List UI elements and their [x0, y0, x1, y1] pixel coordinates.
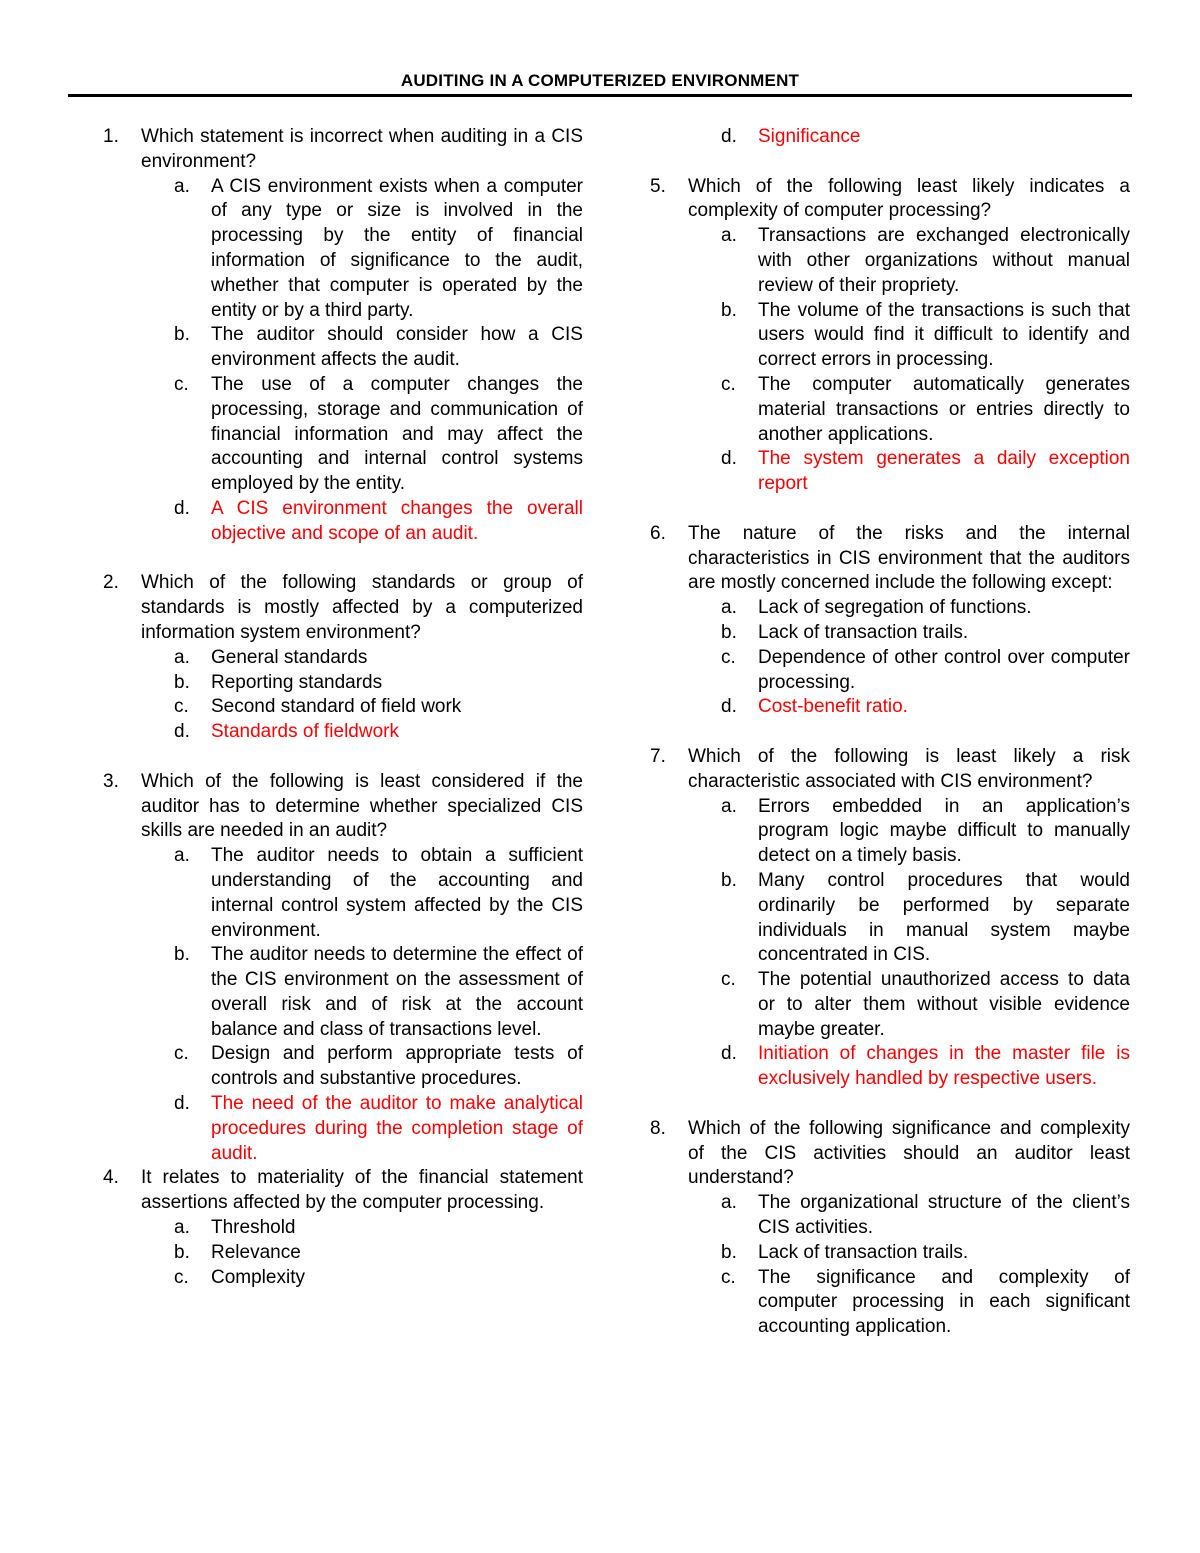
question-stem: It relates to materiality of the financial statement assertions affected by the computer processing.: [141, 1167, 583, 1214]
option-letter: c.: [721, 1266, 736, 1288]
question-4: [103, 1166, 583, 1290]
option-c: [141, 695, 583, 720]
option-c: [141, 1042, 583, 1092]
option-letter: a.: [721, 597, 737, 619]
option-letter: d.: [721, 126, 737, 147]
option-b: [141, 1241, 583, 1266]
page-title: AUDITING IN A COMPUTERIZED ENVIRONMENT: [400, 71, 800, 90]
option-letter: c.: [174, 1043, 189, 1065]
option-d-answer: [688, 447, 1130, 497]
option-text: General standards: [211, 646, 368, 668]
option-letter: c.: [174, 373, 189, 395]
option-text: Second standard of field work: [211, 696, 462, 718]
answer-text: The system generates a daily exception report: [758, 448, 1130, 495]
option-letter: d.: [721, 1043, 737, 1065]
option-letter: b.: [174, 324, 190, 346]
option-letter: a.: [174, 646, 190, 668]
option-letter: c.: [721, 373, 736, 395]
option-letter: b.: [174, 944, 190, 966]
question-7: [650, 745, 1130, 1092]
left-column: [103, 125, 583, 1290]
question-number: 8.: [650, 1117, 666, 1139]
option-text: Design and perform appropriate tests of controls and substantive procedures.: [211, 1043, 583, 1090]
option-d-answer: [688, 695, 1130, 720]
option-letter: a.: [721, 795, 737, 817]
option-c: [141, 1266, 583, 1291]
option-letter: a.: [174, 845, 190, 867]
question-stem: Which of the following least likely indicates a complexity of computer processing?: [688, 175, 1130, 222]
option-text: Errors embedded in an application’s program logic maybe difficult to manually detect on a timely basis.: [758, 795, 1130, 867]
question-stem: The nature of the risks and the internal characteristics in CIS environment that the auditors are mostly concerned include the following except:: [688, 522, 1130, 594]
option-text: Lack of segregation of functions.: [758, 597, 1032, 619]
option-letter: c.: [721, 969, 736, 991]
spacer: [650, 150, 1130, 175]
option-text: The organizational structure of the client’s CIS activities.: [758, 1192, 1130, 1239]
option-letter: a.: [174, 175, 190, 197]
option-letter: a.: [174, 1217, 190, 1239]
option-c: [688, 646, 1130, 696]
option-a: [141, 646, 583, 671]
option-text: Reporting standards: [211, 671, 383, 693]
option-text: The volume of the transactions is such that users would find it difficult to identify and correct errors in processing.: [758, 299, 1130, 371]
option-letter: c.: [174, 1266, 189, 1288]
spacer: [650, 1092, 1130, 1117]
option-b: [141, 943, 583, 1042]
option-text: The auditor should consider how a CIS environment affects the audit.: [211, 324, 583, 371]
answer-text: Cost-benefit ratio.: [758, 696, 908, 718]
question-5: [650, 175, 1130, 497]
option-a: [141, 175, 583, 324]
spacer: [650, 720, 1130, 745]
option-letter: d.: [174, 1093, 190, 1115]
question-stem: Which statement is incorrect when auditing in a CIS environment?: [141, 126, 583, 172]
option-d-answer: [688, 125, 1130, 150]
question-1: [103, 125, 583, 547]
spacer: [103, 745, 583, 770]
option-d-answer: [141, 497, 583, 547]
option-letter: c.: [721, 646, 736, 668]
spacer: [650, 497, 1130, 522]
answer-text: Significance: [758, 126, 861, 147]
option-letter: a.: [721, 225, 737, 247]
option-c: [141, 373, 583, 497]
question-6: [650, 522, 1130, 720]
question-number: 7.: [650, 745, 666, 767]
option-a: [688, 795, 1130, 869]
option-text: The computer automatically generates material transactions or entries directly to another applications.: [758, 373, 1130, 445]
option-letter: b.: [721, 1241, 737, 1263]
question-number: 4.: [103, 1167, 119, 1189]
option-text: The auditor needs to obtain a sufficient understanding of the accounting and internal control system affected by the CIS environment.: [211, 845, 583, 941]
option-text: Lack of transaction trails.: [758, 621, 969, 643]
option-a: [688, 1191, 1130, 1241]
option-text: Relevance: [211, 1241, 301, 1263]
option-letter: b.: [721, 621, 737, 643]
option-letter: b.: [174, 671, 190, 693]
option-b: [688, 299, 1130, 373]
question-8: [650, 1117, 1130, 1340]
option-letter: d.: [174, 497, 190, 519]
option-text: The use of a computer changes the processing, storage and communication of financial information and may affect the accounting and internal control systems employed by the entity.: [211, 373, 583, 495]
option-text: The significance and complexity of computer processing in each significant accounting application.: [758, 1266, 1130, 1338]
answer-text: Initiation of changes in the master file is exclusively handled by respective users.: [758, 1043, 1130, 1090]
option-text: A CIS environment exists when a computer of any type or size is involved in the processing by the entity of financial information of significance to the audit, whether that computer is operated by the entity or by a third party.: [211, 175, 583, 321]
option-text: Lack of transaction trails.: [758, 1241, 969, 1263]
option-text: Many control procedures that would ordinarily be performed by separate individuals in manual system maybe concentrated in CIS.: [758, 869, 1130, 966]
option-b: [688, 869, 1130, 968]
question-number: 5.: [650, 175, 666, 197]
answer-text: The need of the auditor to make analytical procedures during the completion stage of audit.: [211, 1093, 583, 1164]
option-letter: b.: [721, 299, 737, 321]
option-d-answer: [688, 1042, 1130, 1092]
option-b: [141, 671, 583, 696]
option-letter: b.: [174, 1241, 190, 1263]
option-letter: b.: [721, 869, 737, 891]
option-letter: c.: [174, 696, 189, 718]
option-d-answer: [141, 1092, 583, 1166]
option-letter: d.: [721, 696, 737, 718]
option-letter: d.: [174, 721, 190, 743]
option-c: [688, 968, 1130, 1042]
option-text: The auditor needs to determine the effect of the CIS environment on the assessment of overall risk and of risk at the account balance and class of transactions level.: [211, 944, 583, 1040]
option-b: [688, 621, 1130, 646]
option-a: [141, 844, 583, 943]
option-a: [688, 224, 1130, 298]
option-b: [688, 1241, 1130, 1266]
question-number: 3.: [103, 770, 119, 792]
option-d-answer: [141, 720, 583, 745]
question-number: 1.: [103, 126, 119, 147]
question-stem: Which of the following is least likely a risk characteristic associated with CIS environment?: [688, 745, 1130, 792]
option-text: The potential unauthorized access to data or to alter them without visible evidence maybe greater.: [758, 969, 1130, 1040]
option-c: [688, 373, 1130, 447]
option-letter: d.: [721, 448, 737, 470]
option-text: Dependence of other control over computer processing.: [758, 646, 1130, 693]
question-stem: Which of the following significance and complexity of the CIS activities should an auditor least understand?: [688, 1117, 1130, 1189]
option-b: [141, 323, 583, 373]
answer-text: Standards of fieldwork: [211, 721, 399, 743]
question-number: 2.: [103, 572, 119, 594]
option-c: [688, 1266, 1130, 1340]
question-3: [103, 770, 583, 1167]
option-letter: a.: [721, 1192, 737, 1214]
spacer: [103, 547, 583, 572]
option-text: Transactions are exchanged electronically with other organizations without manual review of their propriety.: [758, 225, 1130, 296]
answer-text: A CIS environment changes the overall objective and scope of an audit.: [211, 497, 583, 544]
option-text: Threshold: [211, 1217, 296, 1239]
question-4-continued: [650, 125, 1130, 150]
right-column: [650, 125, 1130, 1340]
option-a: [141, 1216, 583, 1241]
question-number: 6.: [650, 522, 666, 544]
title-divider: [68, 94, 1132, 97]
question-stem: Which of the following standards or group of standards is mostly affected by a computerized information system environment?: [141, 572, 583, 643]
question-stem: Which of the following is least considered if the auditor has to determine whether specialized CIS skills are needed in an audit?: [141, 770, 583, 842]
option-a: [688, 596, 1130, 621]
option-text: Complexity: [211, 1266, 305, 1288]
question-2: [103, 571, 583, 745]
